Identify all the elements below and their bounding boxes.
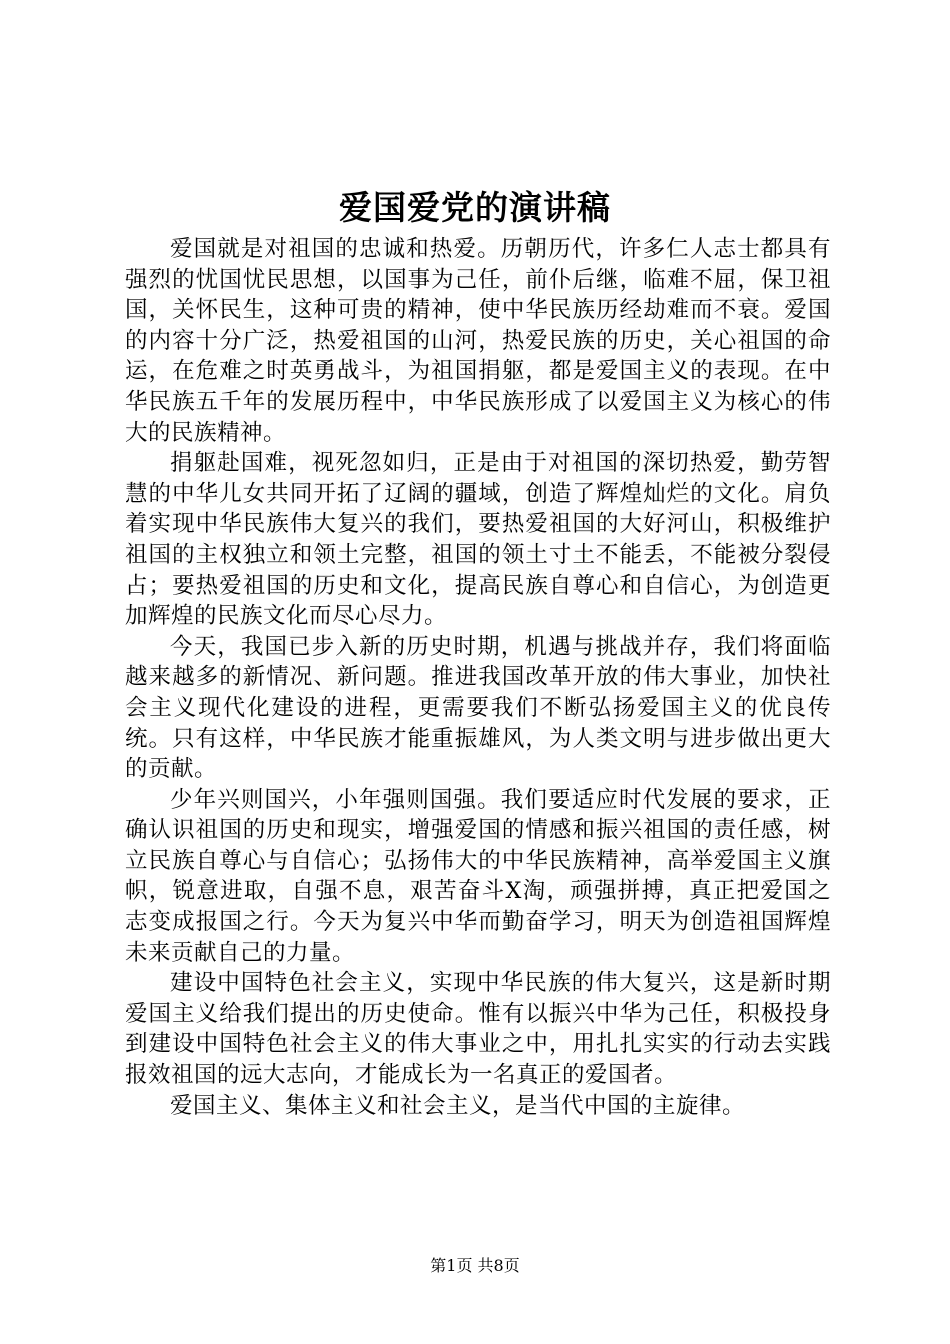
document-title: 爱国爱党的演讲稿 (339, 188, 611, 227)
paragraph: 建设中国特色社会主义，实现中华民族的伟大复兴，这是新时期爱国主义给我们提出的历史使命。惟有以振兴中华为己任，积极投身到建设中国特色社会主义的伟大事业之中，用扎扎实实的行动去实践报效祖国的远大志向，才能成长为一名真正的爱国者。 (125, 970, 831, 1089)
paragraph: 爱国就是对祖国的忠诚和热爱。历朝历代，许多仁人志士都具有强烈的忧国忧民思想，以国事为己任，前仆后继，临难不屈，保卫祖国，关怀民生，这种可贵的精神，使中华民族历经劫难而不衰。爱国的内容十分广泛，热爱祖国的山河，热爱民族的历史，关心祖国的命运，在危难之时英勇战斗，为祖国捐躯，都是爱国主义的表现。在中华民族五千年的发展历程中，中华民族形成了以爱国主义为核心的伟大的民族精神。 (125, 236, 831, 446)
paragraph: 捐躯赴国难，视死忽如归，正是由于对祖国的深切热爱，勤劳智慧的中华儿女共同开拓了辽阔的疆域，创造了辉煌灿烂的文化。肩负着实现中华民族伟大复兴的我们，要热爱祖国的大好河山，积极维护祖国的主权独立和领土完整，祖国的领土寸土不能丢，不能被分裂侵占；要热爱祖国的历史和文化，提高民族自尊心和自信心，为创造更加辉煌的民族文化而尽心尽力。 (125, 450, 831, 630)
paragraph: 爱国主义、集体主义和社会主义，是当代中国的主旋律。 (170, 1092, 746, 1119)
paragraph: 今天，我国已步入新的历史时期，机遇与挑战并存，我们将面临越来越多的新情况、新问题。推进我国改革开放的伟大事业，加快社会主义现代化建设的进程，更需要我们不断弘扬爱国主义的优良传统。只有这样，中华民族才能重振雄风，为人类文明与进步做出更大的贡献。 (125, 633, 831, 783)
page-number-footer: 第1页 共8页 (430, 1256, 520, 1275)
paragraph: 少年兴则国兴，小年强则国强。我们要适应时代发展的要求，正确认识祖国的历史和现实，增强爱国的情感和振兴祖国的责任感，树立民族自尊心与自信心；弘扬伟大的中华民族精神，高举爱国主义旗帜，锐意进取，自强不息，艰苦奋斗X淘，顽强拼搏，真正把爱国之志变成报国之行。今天为复兴中华而勤奋学习，明天为创造祖国辉煌未来贡献自己的力量。 (125, 786, 831, 966)
document-body (125, 234, 831, 1121)
